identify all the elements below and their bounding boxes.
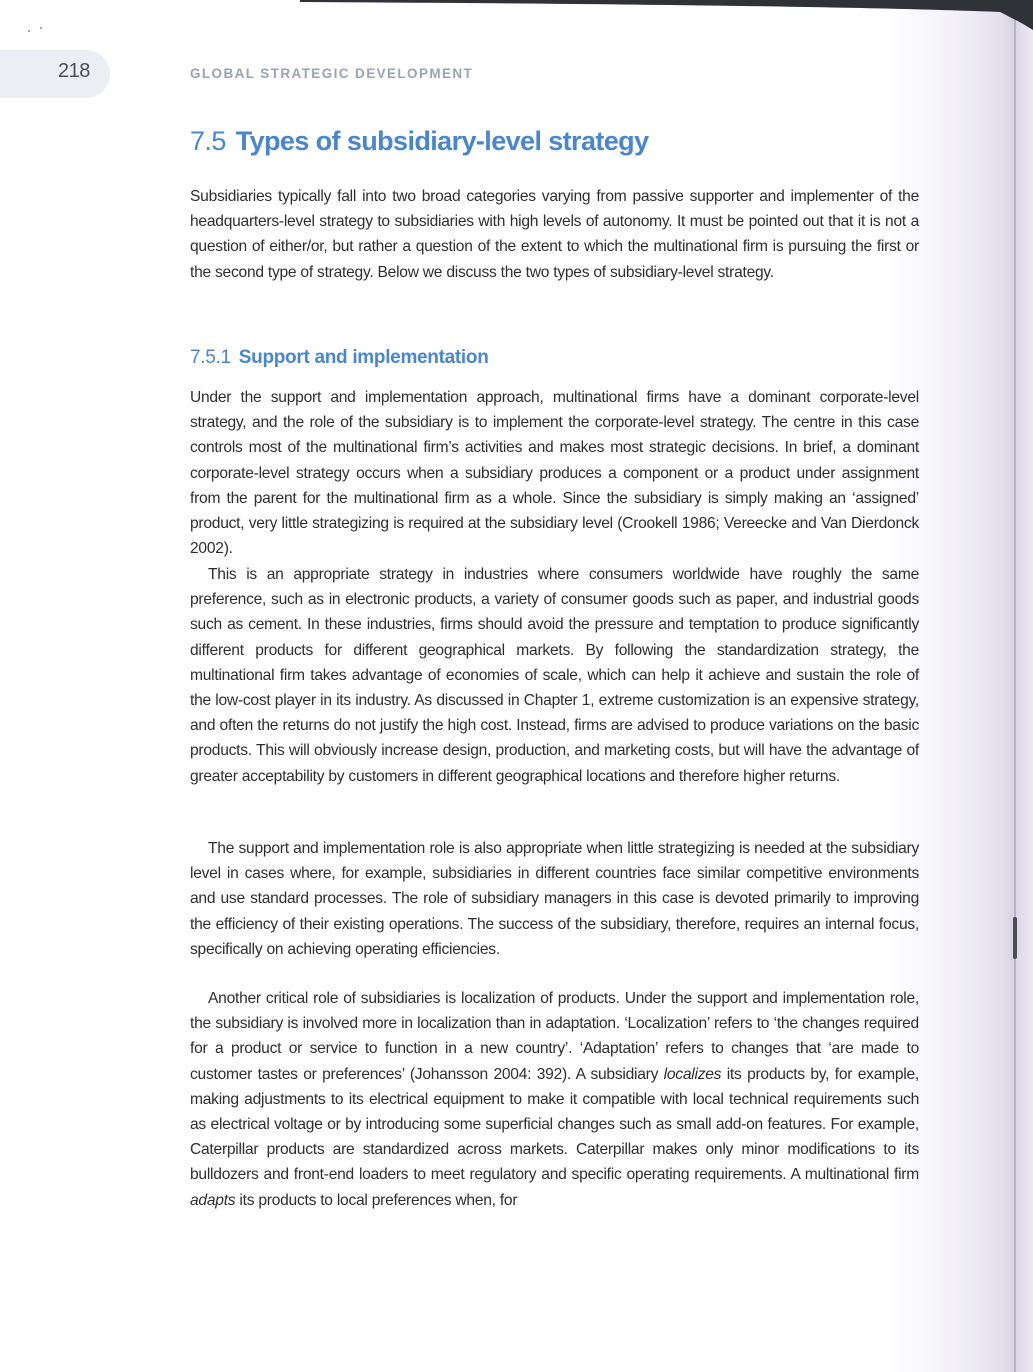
body-paragraph: This is an appropriate strategy in industries where consumers worldwide have roughly the same preference, such as in electronic products, a variety of consumer goods such as paper, and industrial goods such as cement. In these industries, firms should avoid the pressure and temptation to produce significantly different products for different geographical markets. By following the standardization strategy, the multinational firm takes advantage of economies of scale, which can help it achieve and sustain the role of the low-cost player in its industry. As discussed in Chapter 1, extreme customization is an expensive strategy, and often the returns do not justify the high cost. Instead, firms are advised to produce variations on the basic products. This will obviously increase design, production, and marketing costs, but will have the advantage of greater acceptability by customers in different geographical locations and therefore higher returns. xyxy=(190,566,919,785)
subsection-number: 7.5.1 xyxy=(190,347,231,368)
subsection-heading xyxy=(190,347,489,369)
page-number: 218 xyxy=(58,60,90,82)
page-curl-shadow xyxy=(300,0,1033,30)
scan-speck xyxy=(28,30,30,32)
paragraph-text: Another critical role of subsidiaries is localization of products. Under the support and implementation role, the subsidiary is involved more in localization than in adaptation. ‘Localization’ refers to ‘the changes required for a product or service to function in a new country’. ‘Adaptation’ refers to changes that ‘are made to customer tastes or preferences’ (Johansson 2004: 392). A subsidiary xyxy=(190,990,919,1083)
subsection-title: Support and implementation xyxy=(238,347,489,368)
gutter-mark xyxy=(1013,917,1017,959)
body-paragraph: The support and implementation role is also appropriate when little strategizing is needed at the subsidiary level in cases where, for example, subsidiaries in different countries face similar competitive environments and use standard processes. The role of subsidiary managers in this case is devoted primarily to improving the efficiency of their existing operations. The success of the subsidiary, therefore, requires an internal focus, specifically on achieving operating efficiencies. xyxy=(190,840,919,958)
scan-speck xyxy=(40,27,42,29)
emphasis-localizes: localizes xyxy=(663,1065,722,1083)
section-title: Types of subsidiary-level strategy xyxy=(235,126,649,156)
section-heading xyxy=(190,126,649,157)
page-number-tab xyxy=(0,50,110,98)
body-paragraph xyxy=(190,986,919,1213)
intro-paragraph: Subsidiaries typically fall into two broad categories varying from passive supporter and implementer of the headquarters-level strategy to subsidiaries with high levels of autonomy. It must be pointed out that it is not a question of either/or, but rather a question of the extent to which the multinational firm is pursuing the first or the second type of strategy. Below we discuss the two types of subsidiary-level strategy. xyxy=(190,188,919,281)
body-paragraph: Under the support and implementation approach, multinational firms have a dominant corporate-level strategy, and the role of the subsidiary is to implement the corporate-level strategy. The centre in this case controls most of the multinational firm’s activities and makes most strategic decisions. In brief, a dominant corporate-level strategy occurs when a subsidiary produces a component or a product under assignment from the parent for the multinational firm as a whole. Since the subsidiary is simply making an ‘assigned’ product, very little strategizing is required at the subsidiary level (Crookell 1986; Vereecke and Van Dierdonck 2002). xyxy=(190,389,919,558)
paragraph-text: its products to local preferences when, for xyxy=(235,1191,518,1209)
paragraph-text: its products by, for example, making adjustments to its electrical equipment to make it compatible with local technical requirements such as electrical voltage or by introducing some superficial changes such as small add-on features. For example, Caterpillar products are standardized across markets. Caterpillar makes only minor modifications to its bulldozers and front-end loaders to meet regulatory and specific operating requirements. A multinational firm xyxy=(190,1065,919,1184)
section-number: 7.5 xyxy=(190,126,226,156)
book-gutter xyxy=(1014,20,1016,1372)
running-head: GLOBAL STRATEGIC DEVELOPMENT xyxy=(190,66,474,81)
emphasis-adapts: adapts xyxy=(190,1191,236,1209)
